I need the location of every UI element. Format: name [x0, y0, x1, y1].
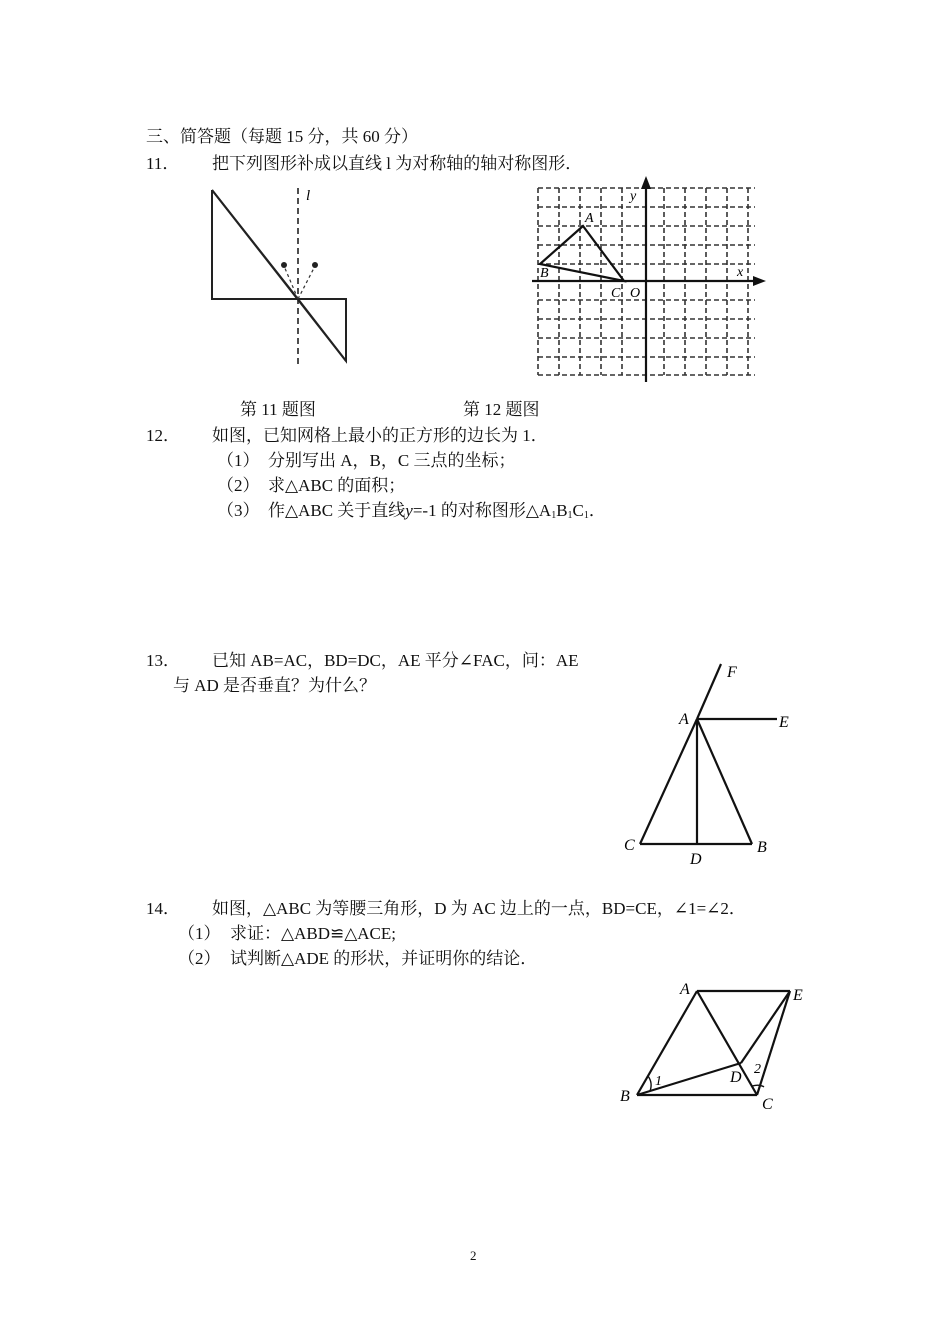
fig12-label-o: O: [630, 286, 641, 301]
fig13-label-d: D: [690, 851, 702, 868]
q13-line2: 与 AD 是否垂直？为什么？: [173, 676, 377, 695]
q11-number: 11．: [146, 154, 180, 173]
fig14-label-2: 2: [754, 1062, 761, 1077]
q12-sub3-text: 作△ABC 关于直线y=-1 的对称图形$\triangle A_1B_1C_1$．: [268, 501, 606, 521]
q14-sub1-label: （1）: [178, 924, 221, 943]
q13-line1: 已知 AB=AC，BD=DC，AE 平分∠FAC，问：AE: [212, 651, 579, 670]
q12-text: 如图，已知网格上最小的正方形的边长为 1．: [212, 426, 548, 445]
fig12-label-c: C: [611, 286, 621, 301]
fig13-label-e: E: [779, 714, 789, 731]
q14-sub2-text: 试判断△ADE 的形状，并证明你的结论．: [230, 949, 538, 968]
q14-sub1-text: 求证：△ABD≌△ACE;: [230, 924, 397, 943]
fig11-caption: 第 11 题图: [240, 400, 316, 419]
q12-sub1-text: 分别写出 A，B，C 三点的坐标；: [268, 451, 516, 470]
fig12-caption: 第 12 题图: [463, 400, 540, 419]
q13-number: 13．: [146, 651, 180, 670]
fig13-label-b: B: [757, 839, 767, 856]
fig12-label-a: A: [585, 211, 594, 226]
fig13-label-f: F: [727, 664, 737, 681]
fig14-label-d: D: [730, 1069, 742, 1086]
section-title: 三、简答题（每题 15 分，共 60 分）: [146, 127, 418, 146]
fig12-triangle-abc: [540, 226, 624, 281]
fig14-label-1: 1: [655, 1074, 662, 1089]
fig14-label-b: B: [620, 1088, 630, 1105]
fig14-label-a: A: [680, 981, 690, 998]
fig14-label-e: E: [793, 987, 803, 1004]
q14-sub2-label: （2）: [178, 949, 221, 968]
q12-sub1-label: （1）: [217, 451, 260, 470]
figure-14: [612, 975, 812, 1115]
fig11-label-l: l: [306, 188, 311, 204]
q12-sub2-label: （2）: [217, 476, 260, 495]
fig12-label-b: B: [540, 266, 549, 281]
fig13-label-c: C: [624, 837, 635, 854]
q14-number: 14．: [146, 899, 180, 918]
figure-11: [200, 180, 370, 380]
fig12-label-y: y: [630, 189, 637, 204]
page-number: 2: [470, 1248, 477, 1263]
q12-sub3-label: （3）: [217, 501, 260, 520]
figure-13: [610, 655, 810, 870]
figure-12: [530, 175, 770, 385]
fig12-label-x: x: [737, 265, 744, 280]
q11-text: 把下列图形补成以直线 l 为对称轴的轴对称图形．: [212, 154, 583, 173]
q14-text: 如图，△ABC 为等腰三角形，D 为 AC 边上的一点，BD=CE，∠1=∠2．: [212, 899, 746, 918]
q12-sub2-text: 求△ABC 的面积；: [268, 476, 406, 495]
q12-number: 12．: [146, 426, 180, 445]
fig13-label-a: A: [679, 711, 689, 728]
fig14-label-c: C: [762, 1096, 773, 1113]
